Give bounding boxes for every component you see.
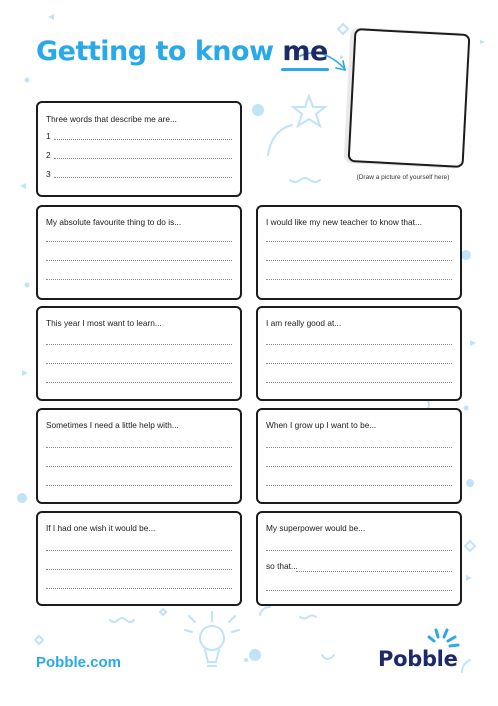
answer-number: 1 xyxy=(46,131,51,141)
box-prompt: When I grow up I want to be... xyxy=(266,420,377,430)
box-prompt: If I had one wish it would be... xyxy=(46,523,156,533)
title-emphasis: me xyxy=(282,36,328,67)
title-start: Getting to know xyxy=(36,36,283,67)
picture-frame[interactable] xyxy=(348,28,471,168)
answer-number: 2 xyxy=(46,150,51,160)
answer-row-2[interactable] xyxy=(46,148,232,160)
grow-up-box[interactable] xyxy=(256,408,462,504)
page-title xyxy=(36,36,328,67)
three-words-box[interactable] xyxy=(36,101,242,197)
box-prompt: My superpower would be... xyxy=(266,523,366,533)
three-words-prompt: Three words that describe me are... xyxy=(46,114,177,124)
box-prompt: My absolute favourite thing to do is... xyxy=(46,217,182,227)
pobble-logo-icon xyxy=(424,627,464,649)
good-at-box[interactable] xyxy=(256,306,462,401)
need-help-box[interactable] xyxy=(36,408,242,504)
answer-number: 3 xyxy=(46,169,51,179)
want-to-learn-box[interactable] xyxy=(36,306,242,401)
brand-logo: Pobble xyxy=(378,647,458,671)
teacher-know-box[interactable] xyxy=(256,205,462,300)
box-prompt: This year I most want to learn... xyxy=(46,318,162,328)
lightbulb-icon xyxy=(185,612,239,666)
favourite-thing-box[interactable] xyxy=(36,205,242,300)
one-wish-box[interactable] xyxy=(36,511,242,606)
superpower-box[interactable] xyxy=(256,511,462,606)
box-prompt: I would like my new teacher to know that... xyxy=(266,217,422,227)
footer-url[interactable]: Pobble.com xyxy=(36,654,122,671)
picture-caption: (Draw a picture of yourself here) xyxy=(356,174,450,181)
box-prompt: Sometimes I need a little help with... xyxy=(46,420,179,430)
answer-row-3[interactable] xyxy=(46,167,232,179)
star-icon xyxy=(293,96,325,126)
box-prompt: I am really good at... xyxy=(266,318,342,328)
answer-row-1[interactable] xyxy=(46,129,232,141)
so-that-label: so that... xyxy=(266,561,298,571)
